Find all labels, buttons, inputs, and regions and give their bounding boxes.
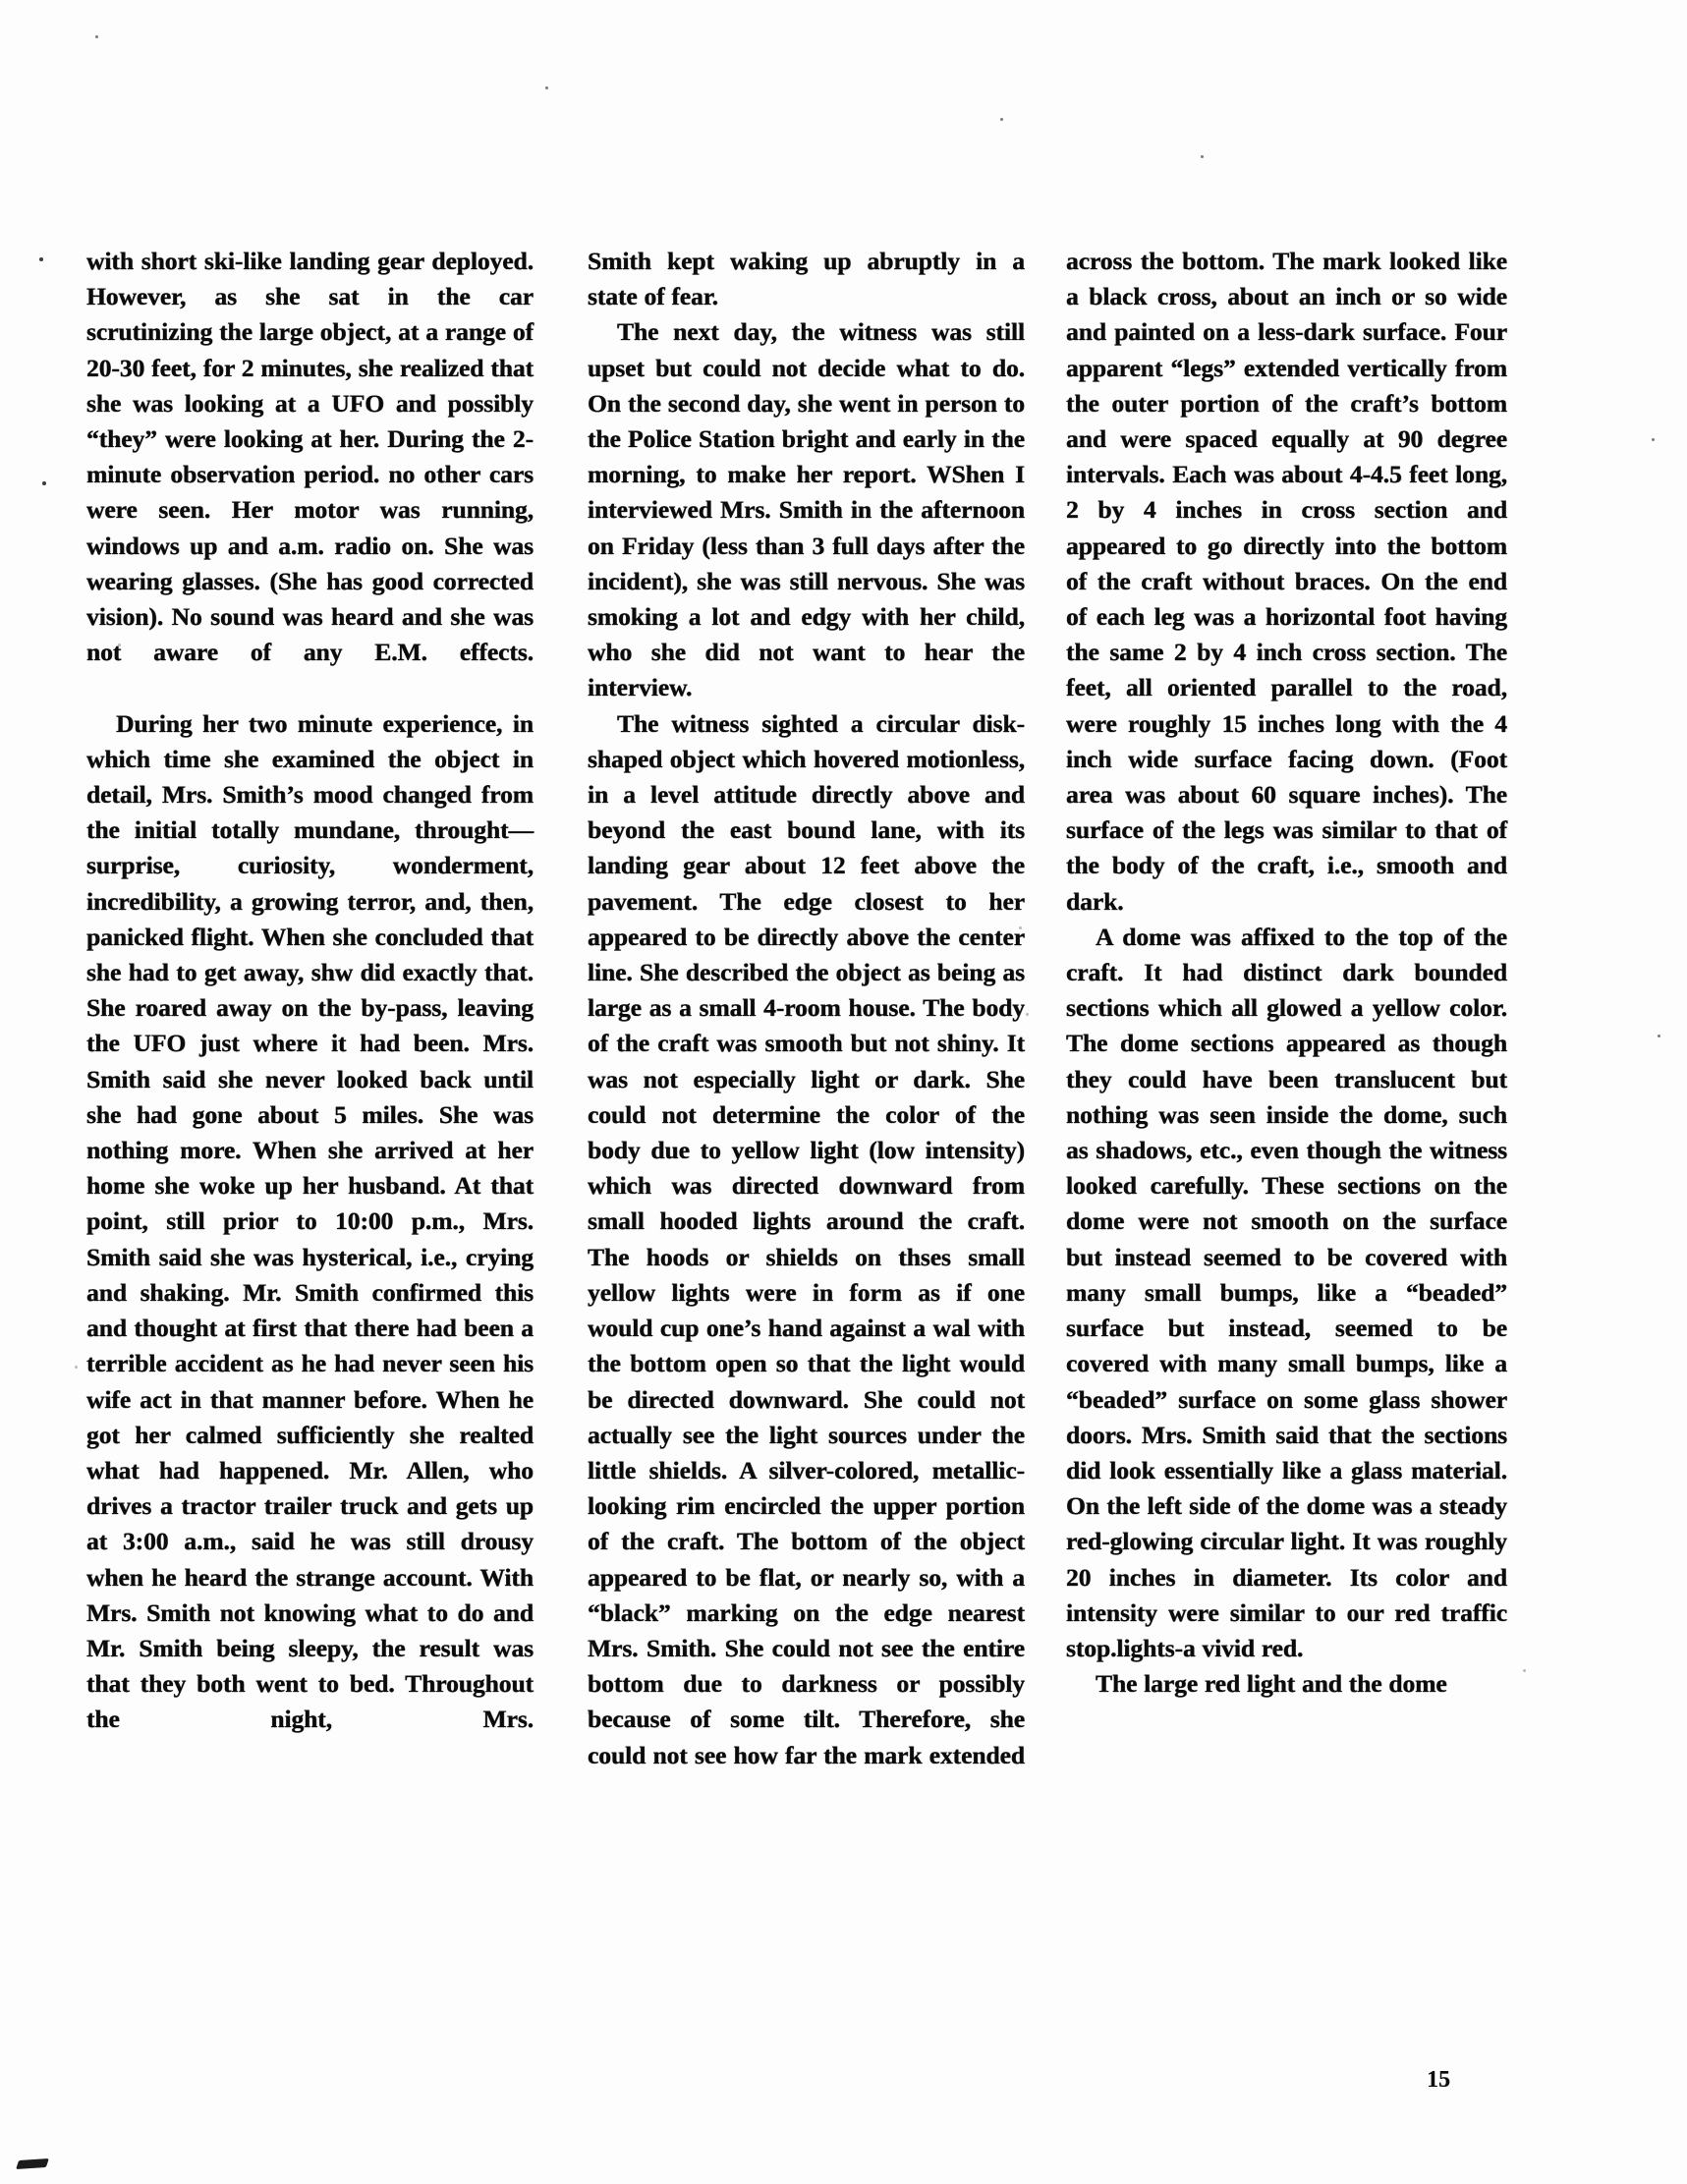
text-column-2 (588, 244, 1025, 1809)
text-column-1 (86, 244, 534, 1773)
scan-speck (39, 257, 43, 261)
paragraph: Smith kept waking up abruptly in a state of fear. (588, 247, 1025, 311)
scan-speck (1523, 1669, 1526, 1672)
paragraph: During her two minute experience, in which time she examined the object in detail, Mrs. Smith’s mood changed from the initial totally mundane, throught—surprise, curiosity, wonderment, incredibility, a growing terror, and, then, panicked flight. When she concluded that she had to get away, shw did exactly that. She roared away on the by-pass, leaving the UFO just where it had been. Mrs. Smith said she never looked back until she had gone about 5 miles. She was nothing more. When she arrived at her home she woke up her husband. At that point, still prior to 10:00 p.m., Mrs. Smith said she was hysterical, i.e., crying and shaking. Mr. Smith confirmed this and thought at first that there had been a terrible accident as he had never seen his wife act in that manner before. When he got her calmed sufficiently she realted what had happened. Mr. Allen, who drives a tractor trailer truck and gets up at 3:00 a.m., said he was still drousy when he heard the strange account. With Mrs. Smith not knowing what to do and Mr. Smith being sleepy, the result was that they both went to bed. Throughout the night, Mrs. (86, 708, 534, 1734)
scan-speck (95, 35, 98, 38)
paragraph: The next day, the witness was still upset but could not decide what to do. On the second day, she went in person to the Police Station bright and early in the morning, to make her report. WShen I interviewed Mrs. Smith in the afternoon on Friday (less than 3 full days after the incident), she was still nervous. She was smoking a lot and edgy with her child, who she did not want to hear the interview. (588, 317, 1025, 702)
scan-speck (1201, 155, 1204, 158)
paragraph: The witness sighted a circular disk-shaped object which hovered motionless, in a level attitude directly above and beyond the east bound lane, with its landing gear about 12 feet above the pavement. The edge closest to her appeared to be directly above the center line. She described the object as being as large as a small 4-room house. The body of the craft was smooth but not shiny. It was not especially light or dark. She could not determine the color of the body due to yellow light (low intensity) which was directed downward from small hooded lights around the craft. The hoods or shields on thses small yellow lights were in form as if one would cup one’s hand against a wal with the bottom open so that the light would be directed downward. She could not actually see the light sources under the little shields. A silver-colored, metallic-looking rim encircled the upper portion of the craft. The bottom of the object appeared to be flat, or nearly so, with a “black” marking on the edge nearest Mrs. Smith. She could not see the entire bottom due to darkness or possibly because of some tilt. Therefore, she could not see how far the mark extended (588, 708, 1025, 1769)
scan-speck (1658, 1035, 1660, 1037)
paragraph: across the bottom. The mark looked like a black cross, about an inch or so wide and painted on a less-dark surface. Four apparent “legs” extended vertically from the outer portion of the craft’s bottom and were spaced equally at 90 degree intervals. Each was about 4-4.5 feet long, 2 by 4 inches in cross section and appeared to go directly into the bottom of the craft without braces. On the end of each leg was a horizontal foot having the same 2 by 4 inch cross section. The feet, all oriented parallel to the road, were roughly 15 inches long with the 4 inch wide surface facing down. (Foot area was about 60 square inches). The surface of the legs was similar to that of the body of the craft, i.e., smooth and dark. (1066, 247, 1507, 916)
paragraph: A dome was affixed to the top of the craft. It had distinct dark bounded sections which all glowed a yellow color. The dome sections appeared as though they could have been translucent but nothing was seen inside the dome, such as shadows, etc., even though the witness looked carefully. These sections on the dome were not smooth on the surface but instead seemed to be covered with many small bumps, like a “beaded” surface but instead, seemed to be covered with many small bumps, like a “beaded” surface on some glass shower doors. Mrs. Smith said that the sections did look essentially like a glass material. On the left side of the dome was a steady red-glowing circular light. It was roughly 20 inches in diameter. Its color and intensity were similar to our red traffic stop.lights-a vivid red. (1066, 922, 1507, 1662)
scan-speck (545, 86, 548, 89)
paragraph: The large red light and the dome (1096, 1669, 1447, 1699)
scan-speck (1000, 118, 1003, 121)
scan-speck (75, 1366, 78, 1369)
scan-speck (1652, 438, 1655, 441)
text-column-3 (1066, 244, 1507, 1702)
scan-speck (42, 481, 46, 485)
paragraph: with short ski-like landing gear deployed. However, as she sat in the car scrutinizing the large object, at a range of 20-30 feet, for 2 minutes, she realized that she was looking at a UFO and possibly “they” were looking at her. During the 2-minute observation period. no other cars were seen. Her motor was running, windows up and a.m. radio on. She was wearing glasses. (She has good corrected vision). No sound was heard and she was not aware of any E.M. effects. (86, 247, 534, 667)
page-number: 15 (1427, 2067, 1450, 2093)
scan-corner-mark (16, 2158, 49, 2169)
scan-speck (1026, 1013, 1029, 1016)
